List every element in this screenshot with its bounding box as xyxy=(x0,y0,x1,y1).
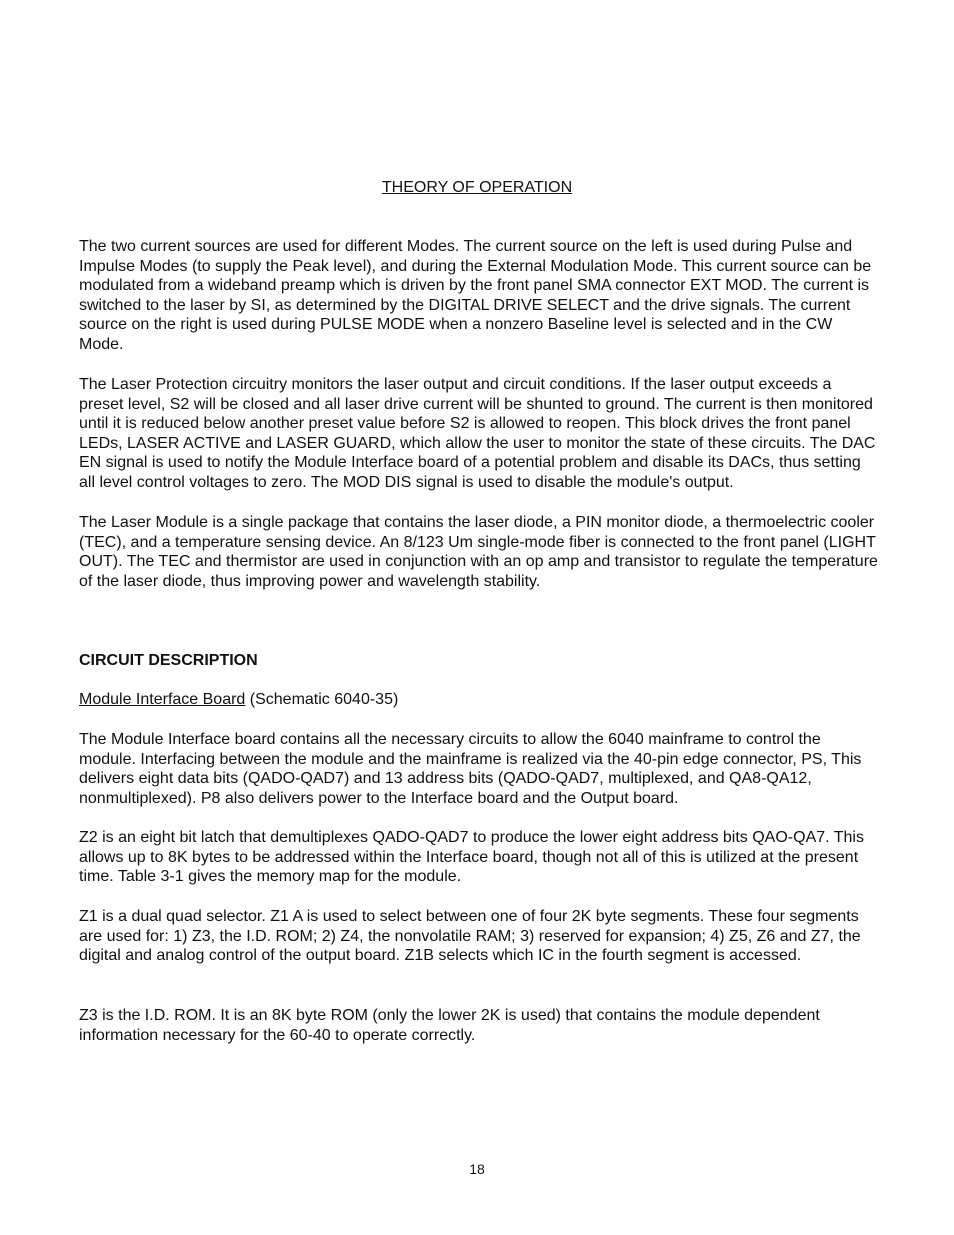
section-heading: CIRCUIT DESCRIPTION xyxy=(79,652,258,669)
paragraph-interface-board: The Module Interface board contains all the necessary circuits to allow the 6040 mainframe to control the module. Interfacing between the module and the mainframe is realized via the 40-pin edge connector, PS, This delivers eight data bits (QADO-QAD7) and 13 address bits (QADO-QAD7, multiplexed, and QA8-QA12, nonmultiplexed). P8 also delivers power to the Interface board and the Output board. xyxy=(79,731,862,807)
subsection-note: (Schematic 6040-35) xyxy=(245,691,399,708)
paragraph-laser-protection: The Laser Protection circuitry monitors the laser output and circuit conditions. If the laser output exceeds a preset level, S2 will be closed and all laser drive current will be shunted to ground. The current is then monitored until it is reduced below another preset value before S2 is allowed to reopen. This block drives the front panel LEDs, LASER ACTIVE and LASER GUARD, which allow the user to monitor the state of these circuits. The DAC EN signal is used to notify the Module Interface board of a potential problem and disable its DACs, thus setting all level control voltages to zero. The MOD DIS signal is used to disable the module's output. xyxy=(79,376,876,491)
paragraph-laser-module: The Laser Module is a single package that contains the laser diode, a PIN monitor diode, a thermoelectric cooler (TEC), and a temperature sensing device. An 8/123 Um single-mode fiber is connected to the front panel (LIGHT OUT). The TEC and thermistor are used in conjunction with an op amp and transistor to regulate the temperature of the laser diode, thus improving power and wavelength stability. xyxy=(79,514,878,590)
paragraph-z1-selector: Z1 is a dual quad selector. Z1 A is used to select between one of four 2K byte segments. These four segments are used for: 1) Z3, the I.D. ROM; 2) Z4, the nonvolatile RAM; 3) reserved for expansion; 4) Z5, Z6 and Z7, the digital and analog control of the output board. Z1B selects which IC in the fourth segment is accessed. xyxy=(79,908,861,965)
paragraph-current-sources: The two current sources are used for different Modes. The current source on the left is used during Pulse and Impulse Modes (to supply the Peak level), and during the External Modulation Mode. This current source can be modulated from a wideband preamp which is driven by the front panel SMA connector EXT MOD. The current is switched to the laser by SI, as determined by the DIGITAL DRIVE SELECT and the drive signals. The current source on the right is used during PULSE MODE when a nonzero Baseline level is selected and in the CW Mode. xyxy=(79,238,872,353)
subsection-title: Module Interface Board xyxy=(79,691,246,708)
page-number: 18 xyxy=(469,1161,485,1177)
paragraph-z3-rom: Z3 is the I.D. ROM. It is an 8K byte ROM (only the lower 2K is used) that contains the module dependent information necessary for the 60-40 to operate correctly. xyxy=(79,1007,820,1044)
paragraph-z2-latch: Z2 is an eight bit latch that demultiplexes QADO-QAD7 to produce the lower eight address bits QAO-QA7. This allows up to 8K bytes to be addressed within the Interface board, though not all of this is utilized at the present time. Table 3-1 gives the memory map for the module. xyxy=(79,829,864,886)
subsection-heading xyxy=(79,690,879,710)
page-title: THEORY OF OPERATION xyxy=(381,179,573,196)
